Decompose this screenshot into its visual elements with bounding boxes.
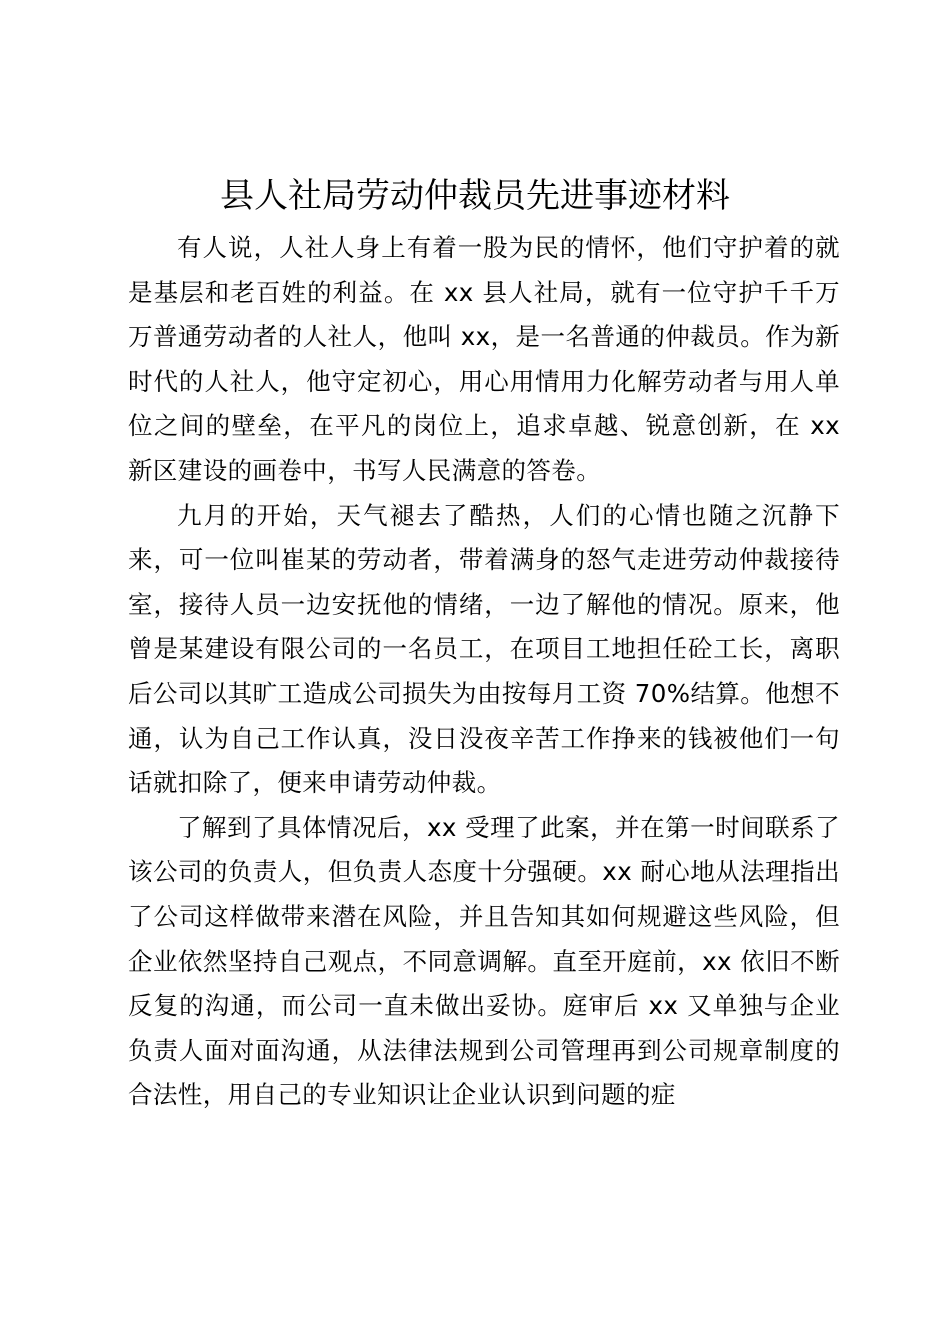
paragraph-2: 九月的开始，天气褪去了酷热，人们的心情也随之沉静下来，可一位叫崔某的劳动者，带着满身的怒气走进劳动仲裁接待室，接待人员一边安抚他的情绪，一边了解他的情况。原来，他曾是某建设有限公司的一名员工，在项目工地担任砼工长，离职后公司以其旷工造成公司损失为由按每月工资 70%结算。他想不通，认为自己工作认真，没日没夜辛苦工作挣来的钱被他们一句话就扣除了，便来申请劳动仲裁。 (128, 500, 840, 798)
document-title: 县人社局劳动仲裁员先进事迹材料 (220, 176, 730, 216)
paragraph-1: 有人说，人社人身上有着一股为民的情怀，他们守护着的就是基层和老百姓的利益。在 xx 县人社局，就有一位守护千千万万普通劳动者的人社人，他叫 xx，是一名普通的仲裁员。作为新时代的人社人，他守定初心，用心用情用力化解劳动者与用人单位之间的壁垒，在平凡的岗位上，追求卓越、锐意创新，在 xx 新区建设的画卷中，书写人民满意的答卷。 (128, 233, 840, 485)
document-body (128, 226, 840, 1118)
paragraph-3: 了解到了具体情况后，xx 受理了此案，并在第一时间联系了该公司的负责人，但负责人态度十分强硬。xx 耐心地从法理指出了公司这样做带来潜在风险，并且告知其如何规避这些风险，但企业依然坚持自己观点，不同意调解。直至开庭前，xx 依旧不断反复的沟通，而公司一直未做出妥协。庭审后 xx 又单独与企业负责人面对面沟通，从法律法规到公司管理再到公司规章制度的合法性，用自己的专业知识让企业认识到问题的症 (128, 812, 840, 1110)
